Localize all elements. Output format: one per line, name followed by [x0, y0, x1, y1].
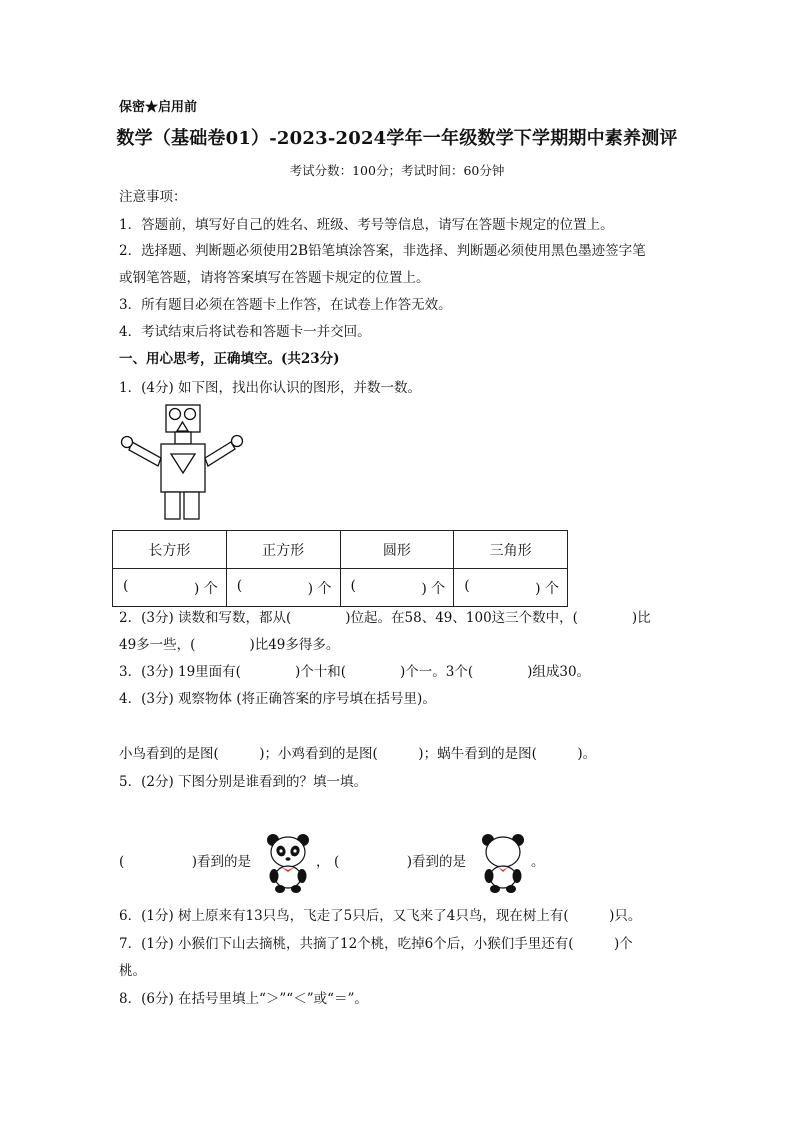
close-paren: ): [535, 580, 541, 597]
close-paren: ): [193, 580, 200, 597]
question-5: 5．(2分) 下图分别是谁看到的？填一填。: [119, 774, 368, 790]
notes-heading: 注意事项：: [119, 189, 187, 205]
question-1: 1．(4分) 如下图，找出你认识的图形，并数一数。: [119, 380, 422, 396]
shape-count-table: [112, 530, 568, 607]
note-item: 3．所有题目必须在答题卡上作答，在试卷上作答无效。: [119, 297, 452, 313]
note-item: 或钢笔答题，请将答案填写在答题卡规定的位置上。: [119, 270, 430, 286]
exam-info: 考试分数：100分；考试时间：60分钟: [289, 163, 505, 178]
question-7: 7．(1分) 小猴们下山去摘桃，共摘了12个桃，吃掉6个后，小猴们手里还有( )个: [119, 936, 633, 952]
panda-front-image: [264, 832, 312, 894]
robot-arm-rectangle: [205, 442, 235, 466]
open-paren: (: [350, 577, 356, 594]
robot-figure: [118, 404, 244, 524]
question-3: 3．(3分) 19里面有( )个十和( )个一。3个( )组成30。: [119, 664, 591, 680]
question-5-comma: ，: [316, 854, 330, 870]
close-paren: ): [421, 580, 427, 597]
note-item: 2．选择题、判断题必须使用2B铅笔填涂答案，非选择、判断题必须使用黑色墨迹签字笔: [119, 243, 646, 259]
robot-neck-square: [175, 432, 191, 444]
question-2: 2．(3分) 读数和写数，都从( )位起。在58、49、100这三个数中，( )比: [119, 610, 651, 626]
page-title: 数学（基础卷01）-2023-2024学年一年级数学下学期期中素养测评: [116, 128, 678, 149]
unit-text: 个: [203, 580, 218, 597]
question-4-answer: 小鸟看到的是图( )；小鸡看到的是图( )；蜗牛看到的是图( )。: [119, 746, 597, 762]
robot-arm-rectangle: [129, 442, 161, 466]
question-6: 6．(1分) 树上原来有13只鸟，飞走了5只后，又飞来了4只鸟，现在树上有( )只。: [119, 908, 642, 924]
answer-cell[interactable]: [454, 569, 568, 607]
table-header: 圆形: [340, 531, 454, 569]
answer-cell[interactable]: [113, 569, 227, 607]
question-5-end: 。: [531, 854, 545, 870]
question-5-part2: ( )看到的是: [334, 854, 467, 870]
open-paren: (: [464, 577, 470, 594]
table-header: 三角形: [454, 531, 568, 569]
unit-text: 个: [431, 580, 446, 597]
unit-text: 个: [317, 580, 332, 597]
unit-label: [535, 578, 567, 598]
table-header: 正方形: [226, 531, 340, 569]
robot-eye-circle: [185, 409, 196, 420]
robot-eye-circle: [170, 409, 181, 420]
open-paren: (: [123, 577, 129, 594]
question-5-part1: ( )看到的是: [119, 854, 252, 870]
question-2-cont: 49多一些，( )比49多得多。: [119, 637, 340, 653]
note-item: 1．答题前，填写好自己的姓名、班级、考号等信息，请写在答题卡规定的位置上。: [119, 217, 614, 233]
answer-cell[interactable]: [226, 569, 340, 607]
open-paren: (: [236, 577, 243, 594]
question-8: 8．(6分) 在括号里填上“＞”“＜”或“＝”。: [119, 991, 368, 1007]
section-heading: 一、用心思考，正确填空。(共23分): [119, 351, 340, 367]
panda-back-image: [479, 832, 527, 894]
robot-hand-circle: [122, 437, 133, 448]
confidential-label: 保密★启用前: [119, 100, 198, 115]
unit-label: [194, 578, 226, 598]
question-4: 4．(3分) 观察物体 (将正确答案的序号填在括号里)。: [119, 691, 436, 707]
table-header: 长方形: [113, 531, 227, 569]
unit-label: [308, 578, 340, 598]
unit-label: [421, 578, 453, 598]
answer-cell[interactable]: [340, 569, 454, 607]
close-paren: ): [307, 580, 314, 597]
robot-hand-circle: [232, 436, 243, 447]
question-7-cont: 桃。: [119, 963, 146, 979]
note-item: 4．考试结束后将试卷和答题卡一并交回。: [119, 324, 371, 340]
robot-leg-rectangle: [184, 492, 199, 519]
unit-text: 个: [545, 580, 559, 597]
robot-leg-rectangle: [165, 492, 180, 519]
